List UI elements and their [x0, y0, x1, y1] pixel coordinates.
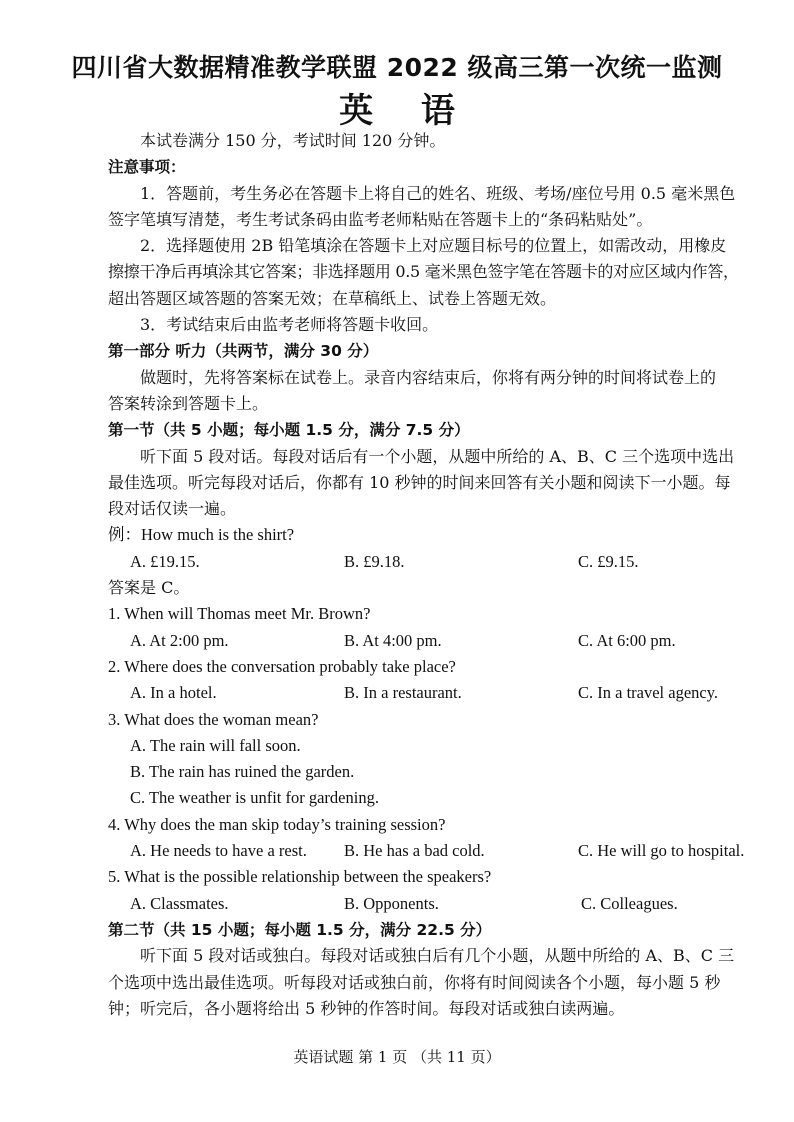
- question-4-option-a: A. He needs to have a rest.: [130, 841, 307, 861]
- exam-body: [108, 128, 756, 1022]
- section-1-instructions-line-1: 听下面 5 段对话。每段对话后有一个小题，从题中所给的 A、B、C 三个选项中选出: [140, 446, 735, 466]
- notes-heading: 注意事项：: [108, 158, 186, 177]
- example-options: [108, 549, 756, 575]
- question-5-options: [108, 891, 756, 917]
- section-1-instructions-line-2: 最佳选项。听完每段对话后，你都有 10 秒钟的时间来回答有关小题和阅读下一小题。每: [108, 472, 731, 492]
- question-5-option-b: B. Opponents.: [344, 893, 439, 913]
- question-3-option-b: B. The rain has ruined the garden.: [130, 762, 355, 782]
- question-4-options: [108, 838, 756, 864]
- subject-title: 英 语: [339, 91, 473, 131]
- example-option-b: B. £9.18.: [344, 551, 405, 571]
- exam-title: 四川省大数据精准教学联盟 2022 级高三第一次统一监测: [71, 53, 723, 82]
- question-2: 2. Where does the conversation probably take place?: [108, 656, 456, 676]
- example-option-a: A. £19.15.: [130, 551, 200, 571]
- question-3: 3. What does the woman mean?: [108, 709, 319, 729]
- question-2-option-b: B. In a restaurant.: [344, 683, 462, 703]
- question-1-option-b: B. At 4:00 pm.: [344, 630, 442, 650]
- question-3-option-a: A. The rain will fall soon.: [130, 735, 301, 755]
- question-5-option-a: A. Classmates.: [130, 893, 229, 913]
- part-1-heading: 第一部分 听力（共两节，满分 30 分）: [108, 342, 379, 361]
- note-1-line-1: 1．答题前，考生务必在答题卡上将自己的姓名、班级、考场/座位号用 0.5 毫米黑色: [140, 183, 736, 203]
- section-2-heading: 第二节（共 15 小题；每小题 1.5 分，满分 22.5 分）: [108, 920, 492, 939]
- question-4-option-c: C. He will go to hospital.: [578, 841, 745, 861]
- question-2-options: [108, 680, 756, 706]
- question-5: 5. What is the possible relationship between the speakers?: [108, 867, 492, 887]
- question-1-options: [108, 628, 756, 654]
- question-4: 4. Why does the man skip today’s training session?: [108, 814, 446, 834]
- section-2-instructions-line-2: 个选项中选出最佳选项。听每段对话或独白前，你将有时间阅读各个小题，每小题 5 秒: [108, 972, 721, 992]
- note-2-line-2: 擦擦干净后再填涂其它答案；非选择题用 0.5 毫米黑色签字笔在答题卡的对应区域内作答，: [108, 262, 739, 282]
- example-option-c: C. £9.15.: [578, 551, 639, 571]
- part-1-instructions-line-1: 做题时，先将答案标在试卷上。录音内容结束后，你将有两分钟的时间将试卷上的: [140, 367, 717, 387]
- example-question: 例：How much is the shirt?: [108, 525, 295, 545]
- section-2-instructions-line-1: 听下面 5 段对话或独白。每段对话或独白后有几个小题，从题中所给的 A、B、C 三: [140, 946, 735, 966]
- part-1-instructions-line-2: 答案转涂到答题卡上。: [108, 393, 269, 413]
- note-2-line-1: 2．选择题使用 2B 铅笔填涂在答题卡上对应题目标号的位置上，如需改动，用橡皮: [140, 236, 727, 256]
- question-2-option-a: A. In a hotel.: [130, 683, 217, 703]
- section-1-heading: 第一节（共 5 小题；每小题 1.5 分，满分 7.5 分）: [108, 421, 470, 440]
- example-answer: 答案是 C。: [108, 578, 190, 598]
- question-3-option-c: C. The weather is unfit for gardening.: [130, 788, 379, 808]
- note-3: 3．考试结束后由监考老师将答题卡收回。: [140, 315, 439, 335]
- question-1-option-a: A. At 2:00 pm.: [130, 630, 229, 650]
- question-1-option-c: C. At 6:00 pm.: [578, 630, 676, 650]
- question-5-option-c: C. Colleagues.: [581, 893, 678, 913]
- page-footer: 英语试题 第 1 页 （共 11 页）: [293, 1048, 501, 1066]
- note-1-line-2: 签字笔填写清楚，考生考试条码由监考老师粘贴在答题卡上的“条码粘贴处”。: [108, 209, 653, 229]
- question-4-option-b: B. He has a bad cold.: [344, 841, 485, 861]
- score-time-info: 本试卷满分 150 分，考试时间 120 分钟。: [140, 131, 446, 150]
- question-2-option-c: C. In a travel agency.: [578, 683, 719, 703]
- section-2-instructions-line-3: 钟；听完后，各小题将给出 5 秒钟的作答时间。每段对话或独白读两遍。: [108, 998, 625, 1018]
- section-1-instructions-line-3: 段对话仅读一遍。: [108, 499, 237, 519]
- question-1: 1. When will Thomas meet Mr. Brown?: [108, 604, 371, 624]
- note-2-line-3: 超出答题区域答题的答案无效；在草稿纸上、试卷上答题无效。: [108, 288, 557, 308]
